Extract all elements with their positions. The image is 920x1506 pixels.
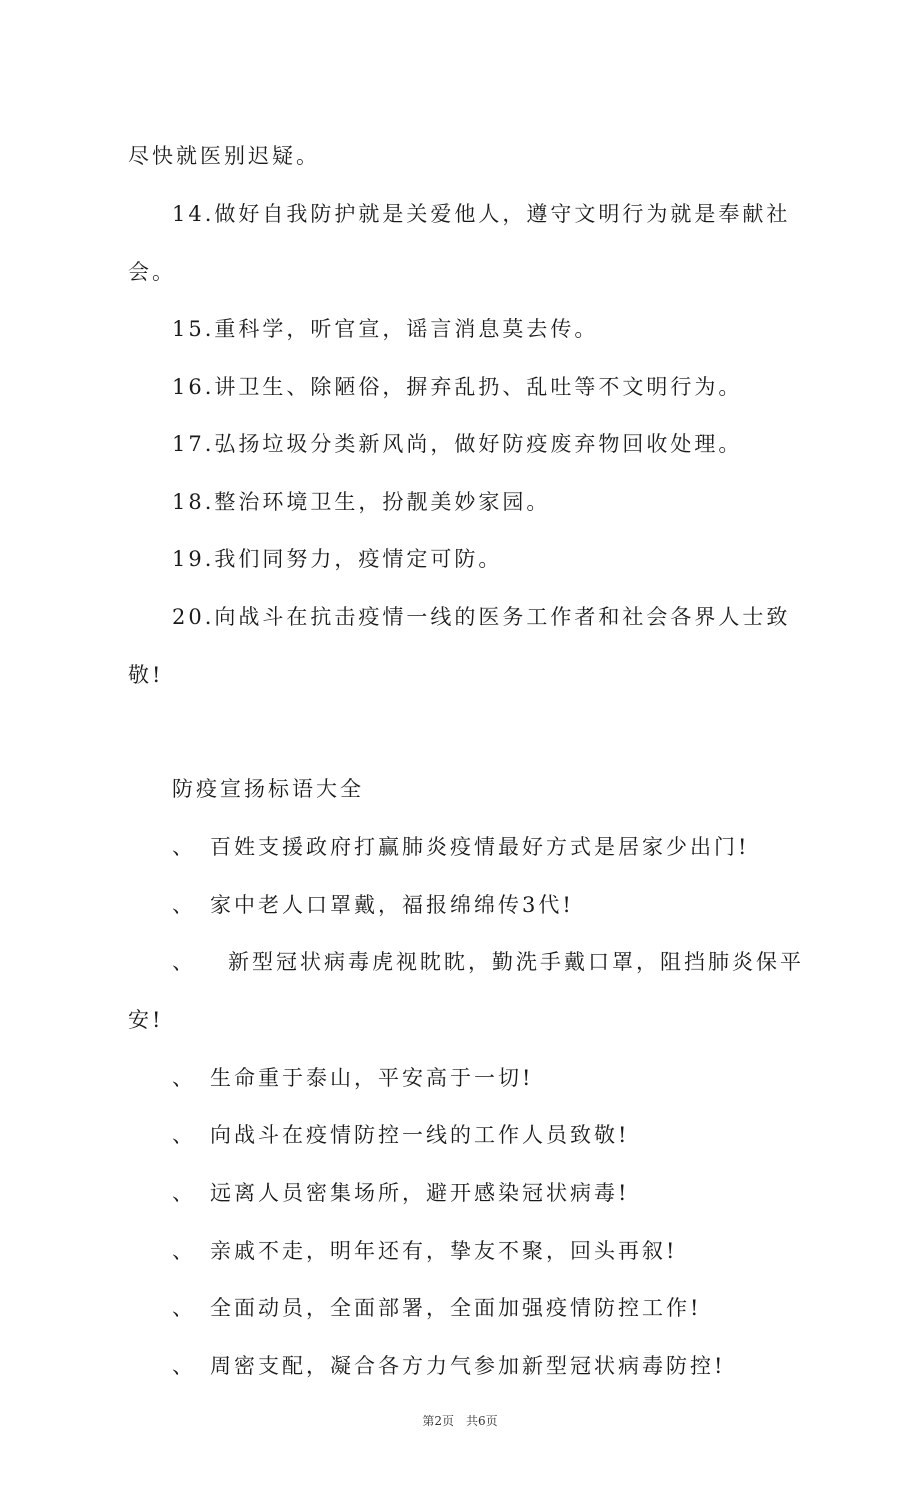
bullet-item [172,1179,629,1207]
bullet-mark: 、 [172,1354,196,1378]
text-line: 尽快就医别迟疑。 [128,144,320,168]
bullet-text: 远离人员密集场所，避开感染冠状病毒! [210,1181,630,1205]
bullet-mark: 、 [172,1066,196,1090]
page-total: 共6页 [466,1414,498,1428]
bullet-mark: 、 [172,1239,196,1263]
bullet-item [172,1121,629,1149]
page-number: 第2页 [422,1414,454,1428]
bullet-mark: 、 [172,1181,196,1205]
bullet-text: 生命重于泰山，平安高于一切! [210,1066,534,1090]
bullet-item [172,948,804,976]
bullet-item [172,891,574,919]
slogan-18: 18.整治环境卫生，扮靓美妙家园。 [172,490,551,514]
bullet-item [172,1237,677,1265]
slogan-16: 16.讲卫生、除陋俗，摒弃乱扔、乱吐等不文明行为。 [172,375,743,399]
bullet-text: 百姓支援政府打赢肺炎疫情最好方式是居家少出门! [210,835,750,859]
bullet-item [172,833,749,861]
bullet-text: 向战斗在疫情防控一线的工作人员致敬! [210,1123,630,1147]
bullet-text: 亲戚不走，明年还有，挚友不聚，回头再叙! [210,1239,678,1263]
slogan-14: 14.做好自我防护就是关爱他人，遵守文明行为就是奉献社 [172,202,791,226]
text-line: 会。 [128,260,176,284]
bullet-text: 全面动员，全面部署，全面加强疫情防控工作! [210,1296,702,1320]
bullet-mark: 、 [172,835,196,859]
bullet-text: 周密支配，凝合各方力气参加新型冠状病毒防控! [210,1354,726,1378]
bullet-continuation: 安! [128,1008,164,1032]
slogan-15: 15.重科学，听官宣，谣言消息莫去传。 [172,317,599,341]
bullet-mark: 、 [172,1123,196,1147]
slogan-17: 17.弘扬垃圾分类新风尚，做好防疫废弃物回收处理。 [172,432,743,456]
bullet-item [172,1294,701,1322]
bullet-mark: 、 [172,893,196,917]
slogan-19: 19.我们同努力，疫情定可防。 [172,547,503,571]
slogan-20: 20.向战斗在抗击疫情一线的医务工作者和社会各界人士致 [172,605,791,629]
page-footer [0,1412,920,1429]
text-line: 敬! [128,663,164,687]
bullet-item [172,1352,725,1380]
bullet-mark: 、 [172,950,196,974]
bullet-mark: 、 [172,1296,196,1320]
bullet-text: 家中老人口罩戴，福报绵绵传3代! [210,893,574,917]
section-title: 防疫宣扬标语大全 [172,777,364,801]
bullet-text: 新型冠状病毒虎视眈眈，勤洗手戴口罩，阻挡肺炎保平 [228,950,804,974]
bullet-item [172,1064,533,1092]
